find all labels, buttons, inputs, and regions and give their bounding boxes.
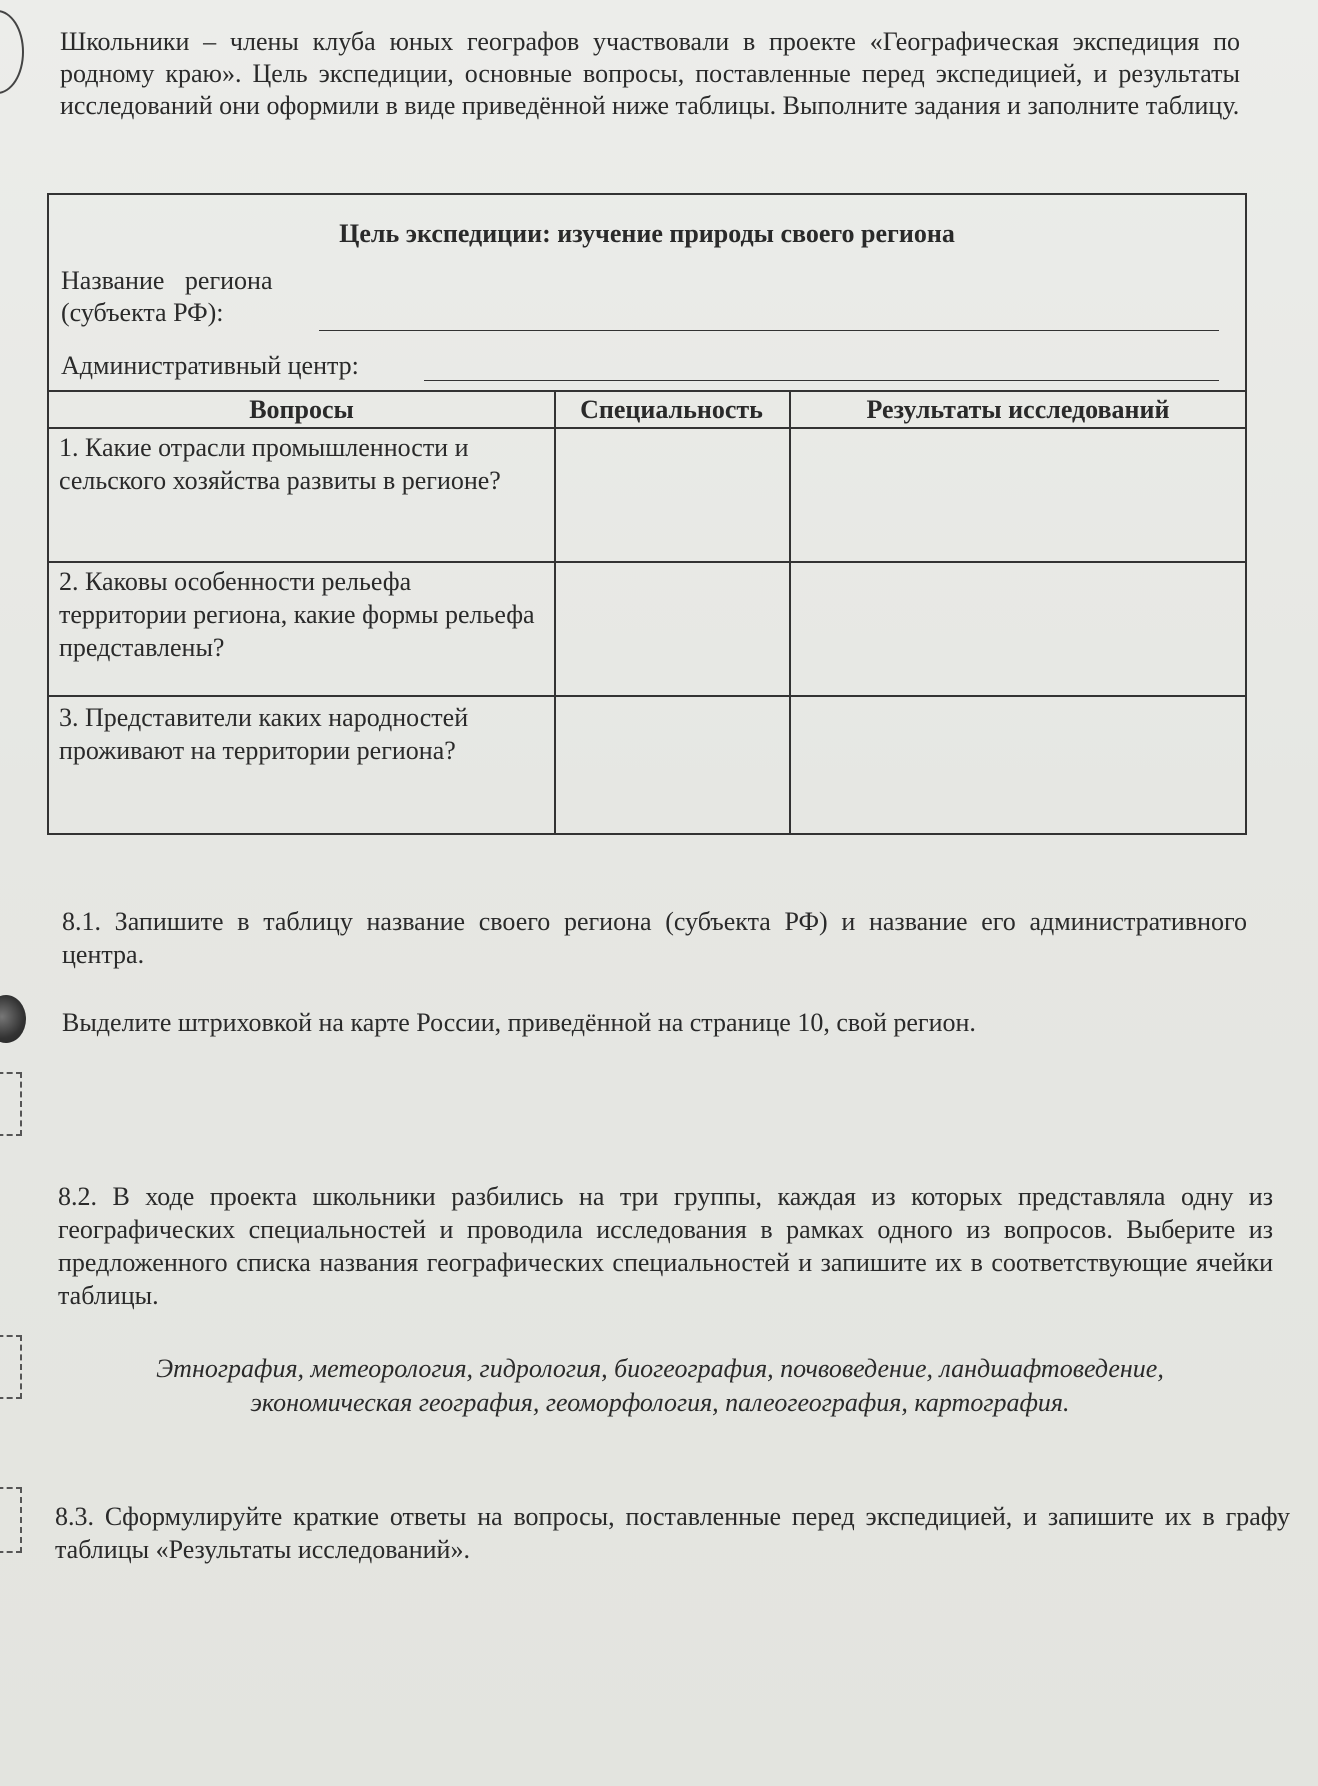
margin-mark [0,10,24,94]
region-name-label: Название региона [61,266,273,295]
specialty-cell-1[interactable] [556,429,787,559]
header-questions: Вопросы [249,395,354,424]
admin-center-label: Административный центр: [61,351,359,380]
answer-box-mark [0,1487,22,1553]
task-8-2: 8.2. В ходе проекта школьники разбились на три группы, каждая из которых представляла одну из географических специальностей и проводила исследования в рамках одного из вопросов. Выберите из предложенного списка названия географических специальностей и запишите их в соответствующие ячейки таблицы. [58,1182,1273,1310]
task-8-1: 8.1. Запишите в таблицу название своего региона (субъекта РФ) и название его административного центра. [62,907,1247,969]
region-subject-label: (субъекта РФ): [61,298,224,327]
globe-icon [0,995,26,1043]
specialties-line-1: Этнография, метеорология, гидрология, биогеография, почвоведение, ландшафтоведение, [156,1354,1164,1383]
specialties-list [60,1352,1260,1420]
task-8-1-map: Выделите штриховкой на карте России, приведённой на странице 10, свой регион. [62,1008,976,1037]
answer-box-mark [0,1335,22,1399]
header-specialty: Специальность [580,395,763,424]
specialty-cell-3[interactable] [556,697,787,831]
intro-text: Школьники – члены клуба юных географов участвовали в проекте «Географическая экспедиция по родному краю». Цель экспедиции, основные вопросы, поставленные перед экспедицией, и результаты исследований они оформили в виде приведённой ниже таблицы. Выполните задания и заполните таблицу. [60,27,1240,120]
region-name-field[interactable] [319,330,1219,331]
expedition-table [47,193,1247,835]
task-8-3: 8.3. Сформулируйте краткие ответы на вопросы, поставленные перед экспедицией, и запишите их в графу таблицы «Результаты исследований». [55,1502,1290,1564]
admin-center-field[interactable] [424,380,1219,381]
specialties-line-2: экономическая география, геоморфология, палеогеография, картография. [250,1388,1070,1417]
table-divider [49,390,1245,392]
header-results: Результаты исследований [866,395,1170,424]
question-1: 1. Какие отрасли промышленности и сельского хозяйства развиты в регионе? [59,433,501,495]
results-cell-2[interactable] [791,563,1245,693]
question-2: 2. Каковы особенности рельефа территории региона, какие формы рельефа представлены? [59,567,535,662]
answer-box-mark [0,1072,22,1136]
question-3: 3. Представители каких народностей проживают на территории региона? [59,703,469,765]
table-goal: Цель экспедиции: изучение природы своего региона [339,219,955,248]
results-cell-1[interactable] [791,429,1245,559]
specialty-cell-2[interactable] [556,563,787,693]
results-cell-3[interactable] [791,697,1245,831]
